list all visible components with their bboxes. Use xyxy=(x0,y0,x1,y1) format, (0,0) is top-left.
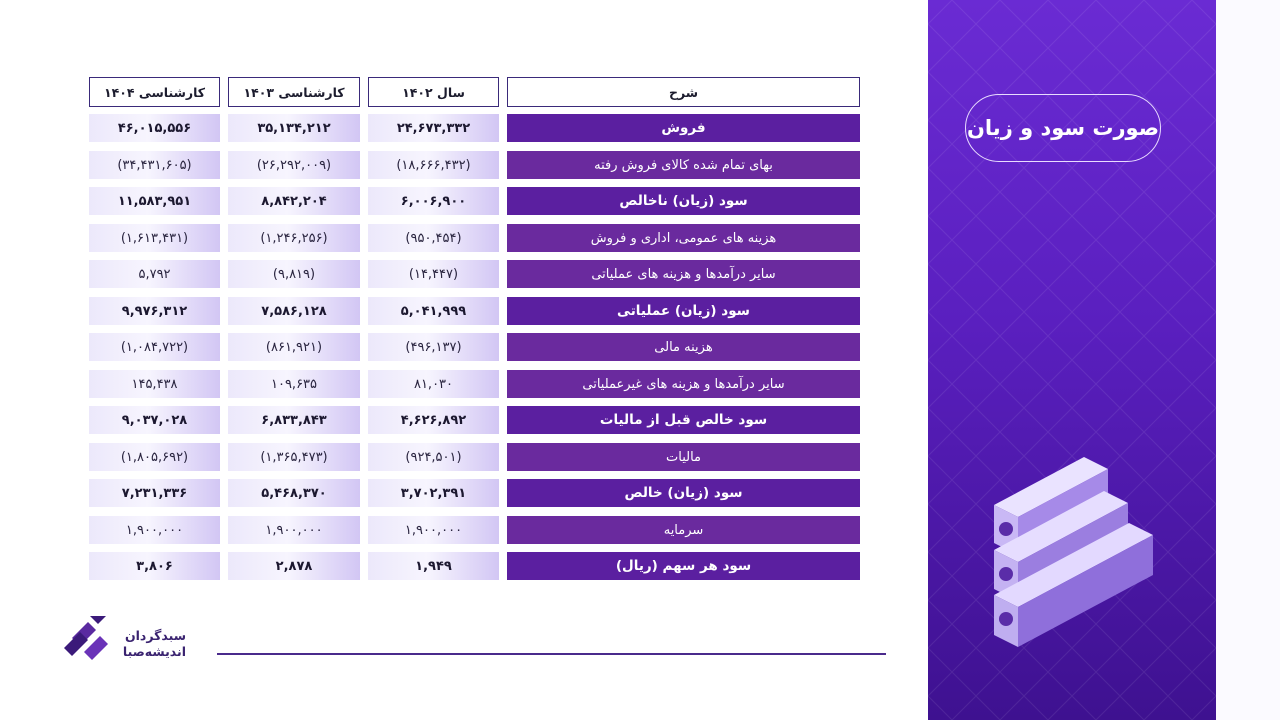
page-title: صورت سود و زیان xyxy=(965,94,1161,162)
value-1404: ۱,۹۰۰,۰۰۰ xyxy=(89,516,220,544)
value-1403: (۲۶,۲۹۲,۰۰۹) xyxy=(228,151,360,179)
value-1402: ۶,۰۰۶,۹۰۰ xyxy=(368,187,499,215)
value-1402: ۱,۹۴۹ xyxy=(368,552,499,580)
row-label: سایر درآمدها و هزینه های عملیاتی xyxy=(507,260,860,288)
value-1404: (۳۴,۴۳۱,۶۰۵) xyxy=(89,151,220,179)
value-1404: ۹,۹۷۶,۳۱۲ xyxy=(89,297,220,325)
value-1403: (۱,۳۶۵,۴۷۳) xyxy=(228,443,360,471)
value-1402: (۹۲۴,۵۰۱) xyxy=(368,443,499,471)
value-1404: (۱,۰۸۴,۷۲۲) xyxy=(89,333,220,361)
value-1402: (۴۹۶,۱۳۷) xyxy=(368,333,499,361)
value-1404: ۹,۰۳۷,۰۲۸ xyxy=(89,406,220,434)
block-icon-2 xyxy=(999,567,1013,581)
value-1403: ۲,۸۷۸ xyxy=(228,552,360,580)
value-1403: ۷,۵۸۶,۱۲۸ xyxy=(228,297,360,325)
block-icon-1 xyxy=(999,522,1013,536)
stacked-blocks-illustration xyxy=(988,455,1158,655)
row-label: سود (زیان) خالص xyxy=(507,479,860,507)
value-1403: ۱۰۹,۶۳۵ xyxy=(228,370,360,398)
value-1403: ۶,۸۳۳,۸۴۳ xyxy=(228,406,360,434)
value-1404: ۵,۷۹۲ xyxy=(89,260,220,288)
value-1402: ۲۴,۶۷۳,۳۳۲ xyxy=(368,114,499,142)
value-1403: (۱,۲۴۶,۲۵۶) xyxy=(228,224,360,252)
value-1404: ۱۱,۵۸۳,۹۵۱ xyxy=(89,187,220,215)
value-1403: ۵,۴۶۸,۳۷۰ xyxy=(228,479,360,507)
value-1402: ۳,۷۰۲,۳۹۱ xyxy=(368,479,499,507)
value-1403: (۸۶۱,۹۲۱) xyxy=(228,333,360,361)
value-1403: ۳۵,۱۳۴,۲۱۲ xyxy=(228,114,360,142)
value-1402: ۱,۹۰۰,۰۰۰ xyxy=(368,516,499,544)
company-name-line1: سبدگردان xyxy=(124,628,186,643)
right-margin xyxy=(1216,0,1280,720)
row-label: سرمایه xyxy=(507,516,860,544)
value-1404: ۷,۲۳۱,۳۳۶ xyxy=(89,479,220,507)
header-estimate-1404: کارشناسی ۱۴۰۴ xyxy=(89,77,220,107)
row-label: سود (زیان) عملیاتی xyxy=(507,297,860,325)
block-icon-3 xyxy=(999,612,1013,626)
value-1402: ۵,۰۴۱,۹۹۹ xyxy=(368,297,499,325)
header-estimate-1403: کارشناسی ۱۴۰۳ xyxy=(228,77,360,107)
value-1404: ۱۴۵,۴۳۸ xyxy=(89,370,220,398)
value-1402: (۹۵۰,۴۵۴) xyxy=(368,224,499,252)
value-1402: ۴,۶۲۶,۸۹۲ xyxy=(368,406,499,434)
row-label: سود هر سهم (ریال) xyxy=(507,552,860,580)
value-1403: ۸,۸۴۲,۲۰۴ xyxy=(228,187,360,215)
row-label: سود (زیان) ناخالص xyxy=(507,187,860,215)
company-logo xyxy=(62,612,112,664)
row-label: هزینه های عمومی، اداری و فروش xyxy=(507,224,860,252)
row-label: فروش xyxy=(507,114,860,142)
row-label: سایر درآمدها و هزینه های غیرعملیاتی xyxy=(507,370,860,398)
value-1404: ۴۶,۰۱۵,۵۵۶ xyxy=(89,114,220,142)
row-label: سود خالص قبل از مالیات xyxy=(507,406,860,434)
header-year-1402: سال ۱۴۰۲ xyxy=(368,77,499,107)
value-1404: ۳,۸۰۶ xyxy=(89,552,220,580)
value-1402: (۱۴,۴۴۷) xyxy=(368,260,499,288)
footer-divider xyxy=(217,653,886,655)
value-1403: (۹,۸۱۹) xyxy=(228,260,360,288)
row-label: مالیات xyxy=(507,443,860,471)
row-label: هزینه مالی xyxy=(507,333,860,361)
value-1404: (۱,۶۱۳,۴۳۱) xyxy=(89,224,220,252)
row-label: بهای تمام شده کالای فروش رفته xyxy=(507,151,860,179)
value-1402: (۱۸,۶۶۶,۴۳۲) xyxy=(368,151,499,179)
value-1404: (۱,۸۰۵,۶۹۲) xyxy=(89,443,220,471)
value-1402: ۸۱,۰۳۰ xyxy=(368,370,499,398)
value-1403: ۱,۹۰۰,۰۰۰ xyxy=(228,516,360,544)
company-name-line2: اندیشه‌صبا xyxy=(122,644,186,659)
header-description: شرح xyxy=(507,77,860,107)
company-name xyxy=(118,628,186,660)
